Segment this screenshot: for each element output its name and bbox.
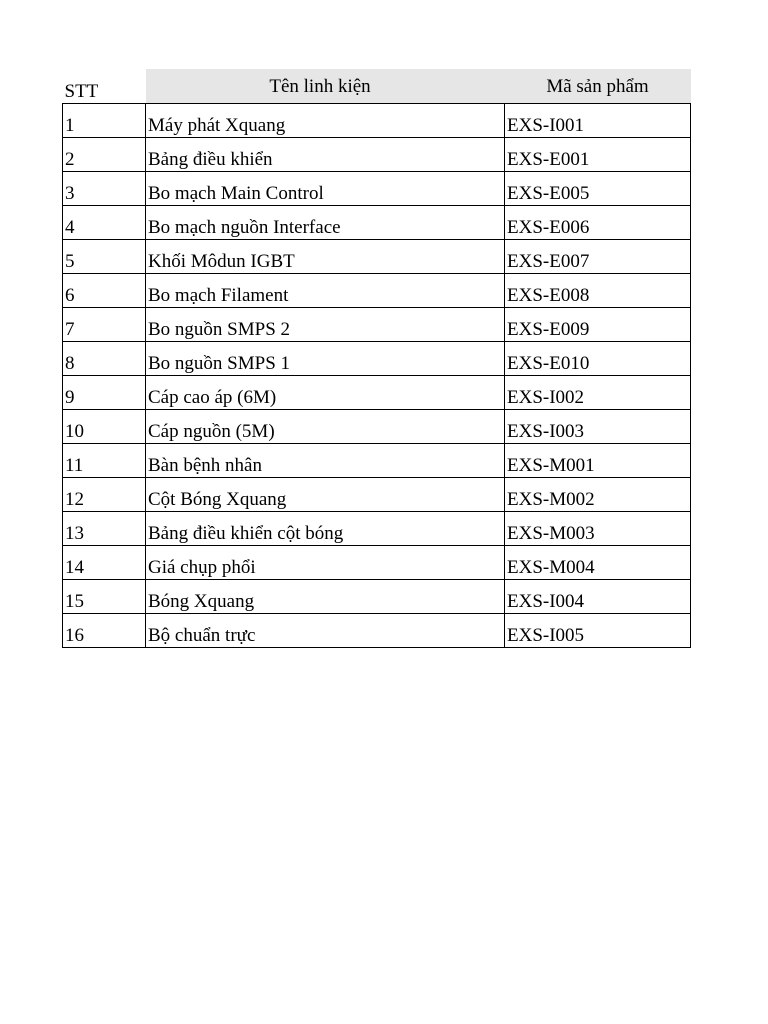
cell-product-code[interactable]: EXS-M003 <box>505 512 691 546</box>
cell-stt[interactable]: 2 <box>63 138 146 172</box>
cell-component-name[interactable]: Cột Bóng Xquang <box>146 478 505 512</box>
table-row <box>63 478 691 512</box>
cell-stt[interactable]: 3 <box>63 172 146 206</box>
cell-stt[interactable]: 8 <box>63 342 146 376</box>
table-row <box>63 342 691 376</box>
cell-component-name[interactable]: Bảng điều khiển <box>146 138 505 172</box>
cell-component-name[interactable]: Bộ chuẩn trực <box>146 614 505 648</box>
cell-stt[interactable]: 16 <box>63 614 146 648</box>
cell-component-name[interactable]: Giá chụp phổi <box>146 546 505 580</box>
cell-product-code[interactable]: EXS-E001 <box>505 138 691 172</box>
table-row <box>63 206 691 240</box>
cell-stt[interactable]: 11 <box>63 444 146 478</box>
table-row <box>63 274 691 308</box>
cell-component-name[interactable]: Bo mạch nguồn Interface <box>146 206 505 240</box>
cell-product-code[interactable]: EXS-M004 <box>505 546 691 580</box>
cell-component-name[interactable]: Bo mạch Main Control <box>146 172 505 206</box>
table-row <box>63 138 691 172</box>
table-row <box>63 376 691 410</box>
cell-product-code[interactable]: EXS-I001 <box>505 104 691 138</box>
table-row <box>63 546 691 580</box>
cell-stt[interactable]: 15 <box>63 580 146 614</box>
header-component-name: Tên linh kiện <box>146 69 505 104</box>
cell-product-code[interactable]: EXS-E005 <box>505 172 691 206</box>
table-row <box>63 172 691 206</box>
cell-stt[interactable]: 1 <box>63 104 146 138</box>
component-table <box>62 69 691 648</box>
table-row <box>63 240 691 274</box>
cell-product-code[interactable]: EXS-M001 <box>505 444 691 478</box>
cell-component-name[interactable]: Bo nguồn SMPS 2 <box>146 308 505 342</box>
cell-component-name[interactable]: Cáp cao áp (6M) <box>146 376 505 410</box>
cell-stt[interactable]: 7 <box>63 308 146 342</box>
header-stt: STT <box>64 81 99 102</box>
cell-stt[interactable]: 5 <box>63 240 146 274</box>
header-row <box>63 69 691 104</box>
cell-component-name[interactable]: Bàn bệnh nhân <box>146 444 505 478</box>
cell-stt[interactable]: 14 <box>63 546 146 580</box>
table-row <box>63 580 691 614</box>
cell-product-code[interactable]: EXS-I004 <box>505 580 691 614</box>
table-row <box>63 104 691 138</box>
cell-product-code[interactable]: EXS-E008 <box>505 274 691 308</box>
cell-stt[interactable]: 12 <box>63 478 146 512</box>
cell-stt[interactable]: 10 <box>63 410 146 444</box>
cell-product-code[interactable]: EXS-E006 <box>505 206 691 240</box>
cell-component-name[interactable]: Bo mạch Filament <box>146 274 505 308</box>
cell-stt[interactable]: 13 <box>63 512 146 546</box>
table-row <box>63 308 691 342</box>
cell-component-name[interactable]: Khối Môdun IGBT <box>146 240 505 274</box>
table-row <box>63 410 691 444</box>
header-product-code: Mã sản phẩm <box>505 69 691 104</box>
cell-stt[interactable]: 6 <box>63 274 146 308</box>
cell-product-code[interactable]: EXS-E009 <box>505 308 691 342</box>
cell-component-name[interactable]: Bo nguồn SMPS 1 <box>146 342 505 376</box>
spreadsheet-page <box>62 69 691 648</box>
cell-component-name[interactable]: Bóng Xquang <box>146 580 505 614</box>
cell-product-code[interactable]: EXS-M002 <box>505 478 691 512</box>
cell-stt[interactable]: 4 <box>63 206 146 240</box>
cell-component-name[interactable]: Máy phát Xquang <box>146 104 505 138</box>
table-row <box>63 512 691 546</box>
cell-component-name[interactable]: Bảng điều khiển cột bóng <box>146 512 505 546</box>
cell-product-code[interactable]: EXS-I003 <box>505 410 691 444</box>
table-body <box>63 104 691 648</box>
cell-product-code[interactable]: EXS-E010 <box>505 342 691 376</box>
cell-product-code[interactable]: EXS-E007 <box>505 240 691 274</box>
cell-stt[interactable]: 9 <box>63 376 146 410</box>
table-row <box>63 614 691 648</box>
cell-product-code[interactable]: EXS-I002 <box>505 376 691 410</box>
cell-product-code[interactable]: EXS-I005 <box>505 614 691 648</box>
cell-component-name[interactable]: Cáp nguồn (5M) <box>146 410 505 444</box>
table-row <box>63 444 691 478</box>
